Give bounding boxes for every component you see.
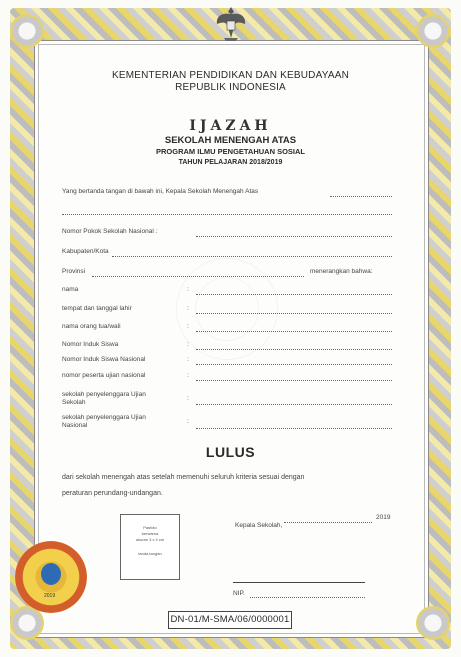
fill-line (196, 364, 392, 365)
statement-line: dari sekolah menengah atas setelah memenuhi seluruh kriteria sesuai dengan (62, 474, 305, 481)
colon: : (187, 372, 189, 379)
school-type: SEKOLAH MENENGAH ATAS (164, 135, 297, 146)
ministry-subtitle: REPUBLIK INDONESIA (175, 82, 286, 93)
provinsi-label: Provinsi (62, 268, 86, 275)
emblem-year: 2019 (44, 593, 56, 599)
field-label: sekolah penyelenggara Ujian (62, 391, 146, 398)
photo-note: berwarna (141, 531, 159, 536)
signature-line (233, 582, 365, 583)
colon: : (187, 305, 189, 312)
field-label: Nomor Induk Siswa (62, 341, 119, 348)
intro-text: Yang bertanda tangan di bawah ini, Kepala Sekolah Menengah Atas (62, 188, 259, 195)
fill-line (196, 313, 392, 314)
tut-wuri-watermark (176, 258, 278, 360)
ministry-title: KEMENTERIAN PENDIDIKAN DAN KEBUDAYAAN (111, 70, 350, 81)
field-label: Sekolah (62, 399, 86, 406)
fill-line (196, 331, 392, 332)
field-label: Nasional (62, 422, 88, 429)
colon: : (187, 286, 189, 293)
statement-line: peraturan perundang-undangan. (62, 490, 163, 497)
fill-line (92, 276, 304, 277)
fill-line (196, 349, 392, 350)
npsn-label: Nomor Pokok Sekolah Nasional : (62, 228, 158, 235)
colon: : (187, 356, 189, 363)
field-label: nomor peserta ujian nasional (62, 372, 146, 379)
signature-year: 2019 (376, 514, 391, 521)
fill-line (330, 196, 392, 197)
academic-year: TAHUN PELAJARAN 2018/2019 (178, 159, 283, 166)
photo-note: tanda tangan (138, 551, 162, 556)
fill-line (196, 404, 392, 405)
field-label: nama orang tua/wali (62, 323, 121, 330)
photo-note: ukuran 3 x 4 cm (135, 537, 165, 542)
program-name: PROGRAM ILMU PENGETAHUAN SOSIAL (155, 147, 306, 156)
fill-line (196, 380, 392, 381)
result-status: LULUS (205, 444, 256, 460)
fill-line (196, 428, 392, 429)
fill-line (284, 522, 372, 523)
tut-wuri-handayani-emblem-icon (15, 541, 87, 613)
corner-ornament (10, 14, 44, 48)
field-label: sekolah penyelenggara Ujian (62, 414, 146, 421)
corner-ornament (416, 606, 450, 640)
emblem-center (41, 563, 61, 585)
nip-label: NIP. (233, 590, 245, 597)
fill-line (250, 597, 365, 598)
colon: : (187, 341, 189, 348)
fill-line (112, 256, 392, 257)
serial-number: DN-01/M-SMA/06/0000001 (168, 611, 292, 629)
garuda-emblem-icon (214, 4, 248, 44)
fill-line (196, 236, 392, 237)
colon: : (187, 418, 189, 425)
fill-line (62, 214, 392, 215)
signature-role: Kepala Sekolah, (235, 522, 283, 529)
fill-line (196, 294, 392, 295)
colon: : (187, 395, 189, 402)
menerangkan-text: menerangkan bahwa: (310, 268, 373, 275)
photo-placeholder (120, 514, 180, 580)
field-label: nama (62, 286, 79, 293)
colon: : (187, 323, 189, 330)
corner-ornament (416, 14, 450, 48)
document-title: IJAZAH (189, 118, 272, 134)
photo-note: Pasfoto (143, 525, 157, 530)
kabupaten-label: Kabupaten/Kota (62, 248, 109, 255)
field-label: Nomor Induk Siswa Nasional (62, 356, 146, 363)
field-label: tempat dan tanggal lahir (62, 305, 132, 312)
